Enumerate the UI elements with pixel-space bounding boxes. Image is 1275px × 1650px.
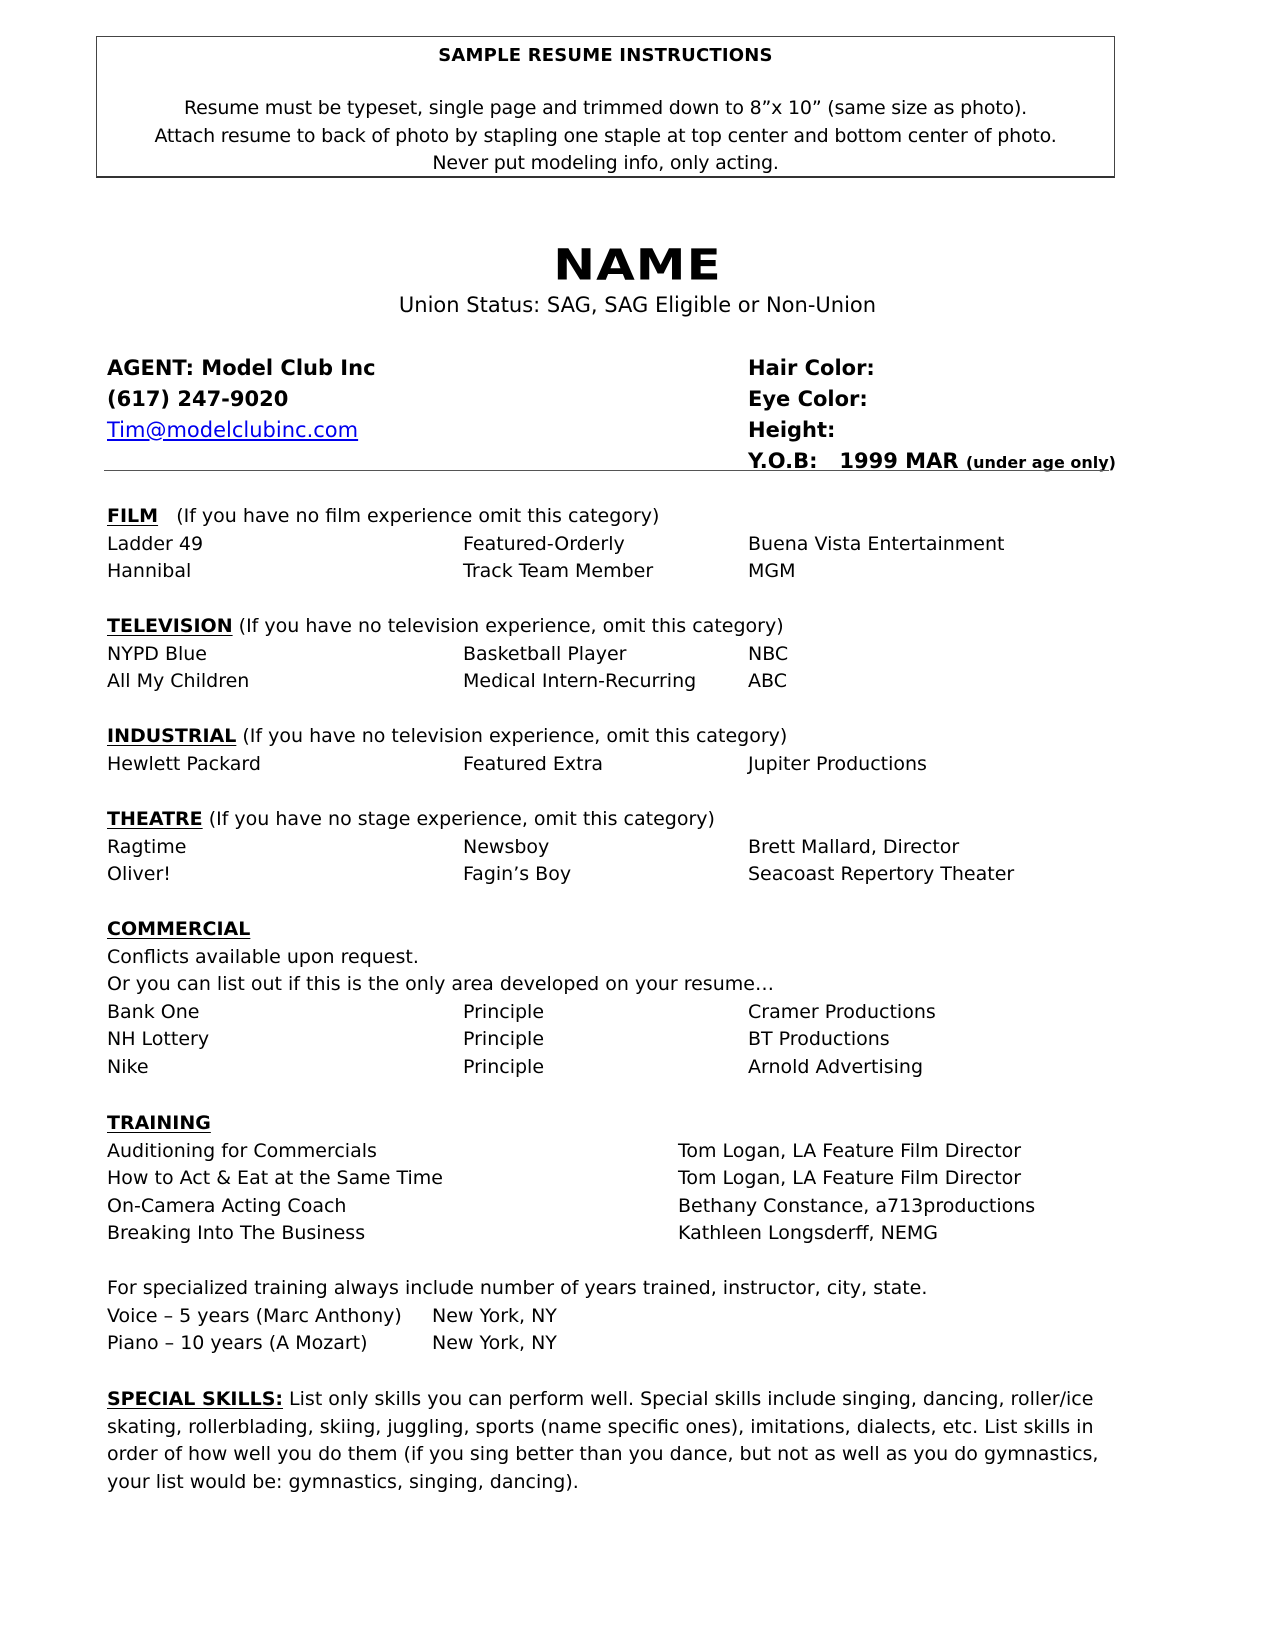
credit-role: Featured Extra <box>463 752 604 775</box>
agent-email-link[interactable]: Tim@modelclubinc.com <box>107 418 359 442</box>
training-instructor: Tom Logan, LA Feature Film Director <box>678 1139 1022 1162</box>
section-heading: FILM <box>107 505 159 527</box>
credit-title: Hewlett Packard <box>107 752 261 775</box>
credit-title: Bank One <box>107 1000 200 1023</box>
credit-row <box>107 861 1112 889</box>
section-training <box>107 1110 1112 1248</box>
credit-row <box>107 834 1112 862</box>
section-heading: INDUSTRIAL <box>107 725 237 747</box>
height-label: Height: <box>748 418 836 442</box>
credit-role: Newsboy <box>463 835 550 858</box>
training-class: Breaking Into The Business <box>107 1222 366 1244</box>
credit-company: ABC <box>748 670 787 692</box>
credit-row <box>107 668 1112 696</box>
physical-stats <box>748 354 1116 478</box>
credit-title: NYPD Blue <box>107 642 207 665</box>
instruction-line: Resume must be typeset, single page and trimmed down to 8”x 10” (same size as photo). <box>183 97 1028 119</box>
eye-color-label: Eye Color: <box>748 387 868 411</box>
union-status: Union Status: SAG, SAG Eligible or Non-Union <box>398 293 877 317</box>
credit-title: Hannibal <box>107 560 192 582</box>
section-film <box>107 503 1112 586</box>
credit-title: Ladder 49 <box>107 532 204 555</box>
specialized-location: New York, NY <box>432 1332 557 1354</box>
credit-row <box>107 531 1112 559</box>
section-note: (If you have no television experience, omit this category) <box>238 615 784 637</box>
credit-company: MGM <box>748 560 796 582</box>
yob-label: Y.O.B: <box>748 449 818 473</box>
credit-row <box>107 558 1112 586</box>
credit-row <box>107 1054 1112 1082</box>
specialized-training <box>107 1275 1112 1358</box>
section-note: (If you have no film experience omit this category) <box>176 505 660 527</box>
special-skills-text: List only skills you can perform well. Special skills include singing, dancing, roller/ice skating, rollerblading, skiing, juggling, sports (name specific ones), imitations, dialects, etc. List skills in order of how well you do them (if you sing better than you dance, but not as well as you do gymnastics, your list would be: gymnastics, singing, dancing). <box>107 1388 1099 1493</box>
instructions-title: SAMPLE RESUME INSTRUCTIONS <box>438 45 773 66</box>
agent-contact <box>107 354 376 447</box>
credit-company: BT Productions <box>748 1028 890 1050</box>
section-heading: SPECIAL SKILLS: <box>107 1388 284 1410</box>
credit-row <box>107 1026 1112 1054</box>
credit-company: Arnold Advertising <box>748 1055 923 1078</box>
credit-title: Oliver! <box>107 863 171 885</box>
credit-role: Principle <box>463 1028 545 1050</box>
instruction-line: Attach resume to back of photo by stapling one staple at top center and bottom center of photo. <box>154 125 1057 147</box>
credit-role: Featured-Orderly <box>463 532 625 555</box>
credit-title: All My Children <box>107 670 250 692</box>
section-heading: TELEVISION <box>107 615 233 637</box>
credit-company: Jupiter Productions <box>748 752 927 775</box>
training-instructor: Bethany Constance, a713productions <box>678 1194 1036 1217</box>
specialized-row <box>107 1330 1112 1358</box>
training-class: On-Camera Acting Coach <box>107 1194 347 1217</box>
specialized-location: New York, NY <box>432 1304 557 1327</box>
section-commercial <box>107 916 1112 1081</box>
specialized-row <box>107 1303 1112 1331</box>
credit-row <box>107 641 1112 669</box>
training-class: How to Act & Eat at the Same Time <box>107 1167 443 1189</box>
section-theatre <box>107 806 1112 889</box>
credit-role: Principle <box>463 1055 545 1078</box>
credit-company: Brett Mallard, Director <box>748 835 960 858</box>
credit-role: Fagin’s Boy <box>463 863 572 885</box>
credit-row <box>107 999 1112 1027</box>
credit-company: Seacoast Repertory Theater <box>748 863 1015 885</box>
credit-title: Ragtime <box>107 835 187 858</box>
credit-company: Buena Vista Entertainment <box>748 532 1005 555</box>
training-row <box>107 1193 1112 1221</box>
credit-company: NBC <box>748 642 789 665</box>
agent-phone: (617) 247-9020 <box>107 387 289 411</box>
instructions-box <box>96 36 1115 178</box>
commercial-note: Or you can list out if this is the only area developed on your resume… <box>107 973 774 995</box>
training-row <box>107 1138 1112 1166</box>
hair-color-label: Hair Color: <box>748 356 875 380</box>
credit-title: NH Lottery <box>107 1028 210 1050</box>
section-heading: COMMERCIAL <box>107 918 251 940</box>
credit-role: Basketball Player <box>463 642 627 665</box>
section-heading: TRAINING <box>107 1112 211 1134</box>
credit-role: Track Team Member <box>463 560 654 582</box>
section-note: (If you have no stage experience, omit this category) <box>208 808 715 830</box>
training-instructor: Kathleen Longsderff, NEMG <box>678 1222 938 1244</box>
section-television <box>107 613 1112 696</box>
credit-company: Cramer Productions <box>748 1000 936 1023</box>
training-class: Auditioning for Commercials <box>107 1139 377 1162</box>
yob-note: (under age only) <box>965 453 1116 472</box>
header-divider <box>104 470 1109 471</box>
specialized-note: For specialized training always include number of years trained, instructor, city, state. <box>107 1277 928 1299</box>
yob-line <box>748 447 1116 478</box>
yob-value: 1999 MAR <box>839 449 959 473</box>
section-special-skills <box>107 1386 1107 1496</box>
training-row <box>107 1165 1112 1193</box>
resume-name: NAME <box>553 240 722 290</box>
section-heading: THEATRE <box>107 808 203 830</box>
specialized-skill: Piano – 10 years (A Mozart) <box>107 1332 368 1354</box>
credit-title: Nike <box>107 1055 149 1078</box>
section-industrial <box>107 723 1112 778</box>
section-note: (If you have no television experience, omit this category) <box>242 725 788 747</box>
training-instructor: Tom Logan, LA Feature Film Director <box>678 1167 1022 1189</box>
credit-role: Medical Intern-Recurring <box>463 670 697 692</box>
specialized-skill: Voice – 5 years (Marc Anthony) <box>107 1304 402 1327</box>
credit-row <box>107 751 1112 779</box>
training-row <box>107 1220 1112 1248</box>
instruction-line: Never put modeling info, only acting. <box>432 152 779 174</box>
credit-role: Principle <box>463 1000 545 1023</box>
agent-name: AGENT: Model Club Inc <box>107 356 376 380</box>
commercial-note: Conflicts available upon request. <box>107 945 419 968</box>
